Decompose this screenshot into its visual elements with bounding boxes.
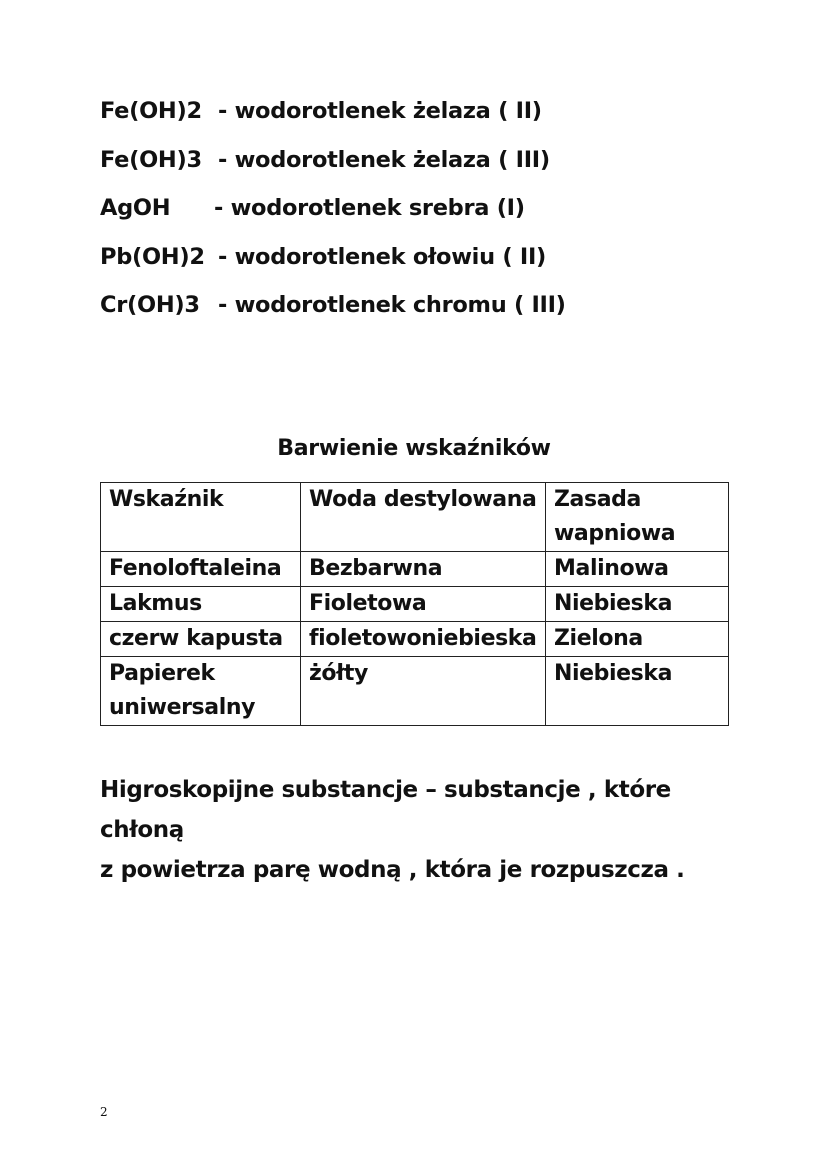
table-cell: Fioletowa	[301, 587, 546, 622]
formula-name: - wodorotlenek srebra (I)	[214, 195, 525, 221]
table-header-row	[101, 483, 729, 552]
table-cell: Niebieska	[546, 657, 729, 726]
formula-row	[100, 147, 740, 196]
indicator-table	[100, 482, 729, 726]
note-line: Higroskopijne substancje – substancje , które chłoną	[100, 777, 671, 843]
column-header: Wskaźnik	[101, 483, 301, 552]
table-cell: Papierek uniwersalny	[101, 657, 301, 726]
note-line: z powietrza parę wodną , która je rozpuszcza .	[100, 857, 685, 883]
table-row	[101, 552, 729, 587]
table-cell: Lakmus	[101, 587, 301, 622]
table-cell: czerw kapusta	[101, 622, 301, 657]
formula-row	[100, 98, 740, 147]
table-cell: Fenoloftaleina	[101, 552, 301, 587]
column-header: Zasada wapniowa	[546, 483, 729, 552]
table-cell: żółty	[301, 657, 546, 726]
formula-name: - wodorotlenek żelaza ( III)	[218, 146, 550, 173]
table-cell: Zielona	[546, 622, 729, 657]
formula-row	[100, 195, 740, 244]
table-cell: Bezbarwna	[301, 552, 546, 587]
table-row	[101, 622, 729, 657]
table-cell: fioletowoniebieska	[301, 622, 546, 657]
formula: Fe(OH)2	[100, 98, 202, 124]
formula: AgOH	[100, 195, 171, 221]
formula-list	[100, 98, 740, 341]
table-cell: Malinowa	[546, 552, 729, 587]
table-row	[101, 587, 729, 622]
page-number: 2	[100, 1105, 108, 1119]
table-title: Barwienie wskaźników	[277, 436, 551, 461]
hygroscopic-note	[100, 770, 740, 890]
formula: Cr(OH)3	[100, 292, 200, 318]
formula-name: - wodorotlenek ołowiu ( II)	[218, 243, 546, 270]
formula-row	[100, 292, 740, 341]
formula: Fe(OH)3	[100, 146, 202, 173]
table-row	[101, 657, 729, 726]
formula-row	[100, 244, 740, 293]
formula-name: - wodorotlenek żelaza ( II)	[218, 98, 542, 124]
formula-name: - wodorotlenek chromu ( III)	[218, 292, 566, 318]
table-cell: Niebieska	[546, 587, 729, 622]
formula: Pb(OH)2	[100, 243, 205, 270]
column-header: Woda destylowana	[301, 483, 546, 552]
